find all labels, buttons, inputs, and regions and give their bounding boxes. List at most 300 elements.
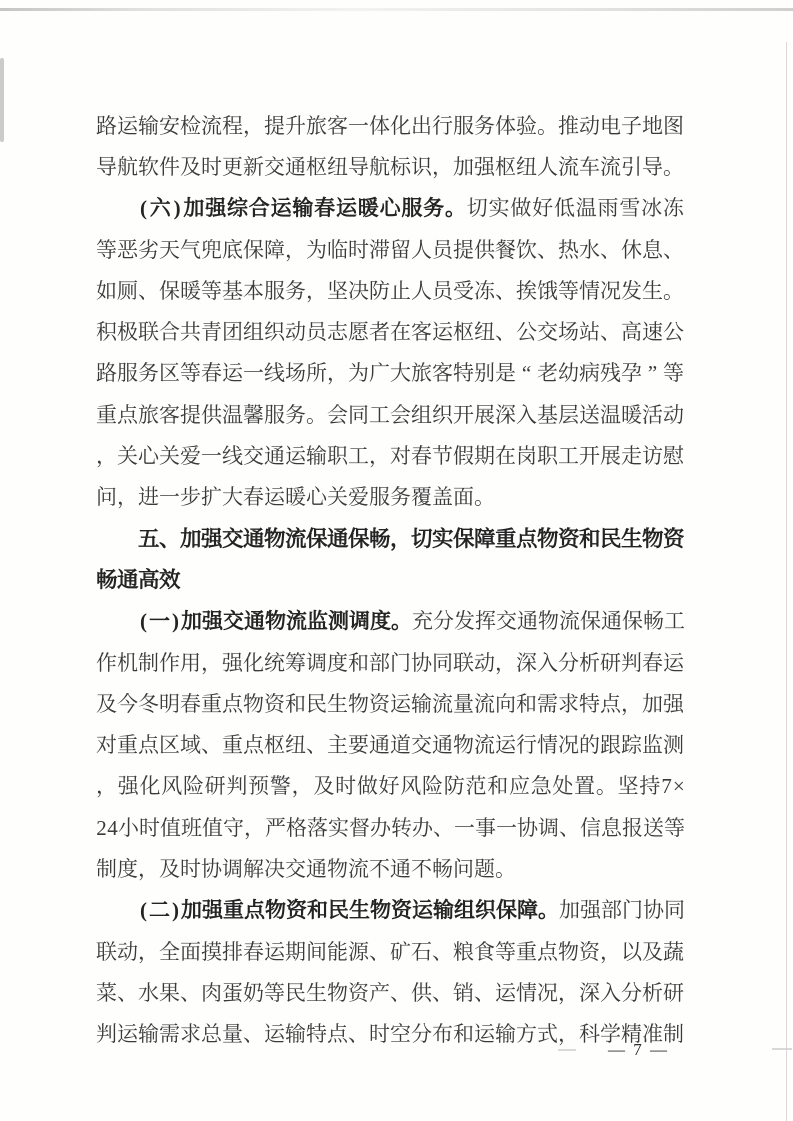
- glyph: 、: [432, 980, 453, 1005]
- glyph: 障: [474, 526, 496, 551]
- glyph: 强: [201, 526, 223, 551]
- glyph: 统: [264, 650, 285, 675]
- glyph: 地: [642, 113, 663, 138]
- glyph: 更: [222, 154, 243, 179]
- glyph: 通: [369, 733, 390, 758]
- glyph: 物: [243, 691, 264, 716]
- glyph: 深: [579, 980, 600, 1005]
- glyph: 运: [117, 113, 138, 138]
- glyph: 共: [180, 320, 201, 345]
- glyph: 强: [202, 898, 223, 923]
- glyph: 肉: [201, 980, 222, 1005]
- glyph: 运: [264, 939, 285, 964]
- glyph: 时: [335, 774, 357, 799]
- glyph: 运: [412, 898, 433, 923]
- glyph: 高: [621, 320, 642, 345]
- glyph: ，: [558, 980, 579, 1005]
- glyph: ，: [117, 485, 138, 510]
- glyph: 动: [285, 320, 306, 345]
- glyph: ，: [244, 815, 265, 840]
- glyph: 供: [411, 980, 432, 1005]
- glyph: 用: [180, 650, 201, 675]
- glyph: 重: [222, 733, 243, 758]
- glyph: 资: [264, 691, 285, 716]
- glyph: 排: [222, 939, 243, 964]
- glyph: ，: [201, 650, 222, 675]
- glyph: 航: [369, 154, 390, 179]
- glyph: 物: [370, 898, 391, 923]
- glyph: 摸: [201, 939, 222, 964]
- glyph: 流: [348, 856, 369, 881]
- glyph: 送: [579, 402, 600, 427]
- glyph: 实: [432, 526, 454, 551]
- glyph: 度: [370, 609, 391, 634]
- glyph: 兜: [201, 237, 222, 262]
- glyph: 通: [517, 609, 538, 634]
- glyph: 餐: [495, 237, 516, 262]
- glyph: 协: [411, 650, 432, 675]
- glyph: 温: [222, 402, 243, 427]
- glyph: 工: [369, 402, 390, 427]
- glyph: 展: [600, 444, 621, 469]
- scan-artifact-left-smudge: [0, 58, 4, 142]
- glyph: 点: [600, 691, 621, 716]
- glyph: ，: [432, 154, 453, 179]
- glyph: 民: [600, 526, 622, 551]
- glyph: 冰: [641, 196, 663, 221]
- glyph: 挥: [475, 609, 496, 634]
- glyph: 劣: [138, 237, 159, 262]
- glyph: 、: [600, 320, 621, 345]
- glyph: 加: [559, 898, 580, 923]
- glyph: 强: [205, 196, 227, 221]
- text-line: [96, 518, 684, 559]
- glyph: 一: [454, 815, 475, 840]
- glyph: 量: [453, 691, 474, 716]
- glyph: 心: [306, 485, 327, 510]
- glyph: 天: [159, 237, 180, 262]
- glyph: 织: [432, 402, 453, 427]
- text-line: [96, 1014, 684, 1055]
- glyph: 矿: [390, 939, 411, 964]
- glyph: 联: [96, 939, 117, 964]
- glyph: 六: [149, 196, 171, 221]
- glyph: 雨: [597, 196, 619, 221]
- text-line: [96, 270, 684, 311]
- glyph: 提: [453, 237, 474, 262]
- glyph: 活: [642, 402, 663, 427]
- glyph: 安: [159, 113, 180, 138]
- glyph: 置: [574, 774, 596, 799]
- glyph: 测: [663, 733, 684, 758]
- glyph: 务: [285, 278, 306, 303]
- glyph: ，: [285, 237, 306, 262]
- glyph: 馨: [243, 402, 264, 427]
- glyph: 枢: [306, 154, 327, 179]
- glyph: 生: [306, 980, 327, 1005]
- glyph: 食: [474, 939, 495, 964]
- glyph: 饮: [516, 237, 537, 262]
- glyph: ×: [672, 774, 685, 799]
- glyph: 受: [453, 278, 474, 303]
- glyph: 不: [411, 856, 432, 881]
- glyph: 残: [600, 361, 621, 386]
- glyph: 道: [390, 733, 411, 758]
- glyph: 运: [495, 980, 516, 1005]
- glyph: 本: [243, 278, 264, 303]
- text-line: [96, 642, 684, 683]
- glyph: 情: [537, 733, 558, 758]
- glyph: 通: [432, 733, 453, 758]
- glyph: 畅: [432, 856, 453, 881]
- glyph: 节: [432, 444, 453, 469]
- glyph: 路: [96, 113, 117, 138]
- glyph: 总: [201, 1022, 222, 1047]
- glyph: 织: [264, 320, 285, 345]
- glyph: 织: [475, 898, 496, 923]
- glyph: ，: [138, 939, 159, 964]
- glyph: 开: [579, 444, 600, 469]
- glyph: 员: [306, 320, 327, 345]
- glyph: 督: [349, 815, 370, 840]
- glyph: 加: [183, 196, 205, 221]
- glyph: 通: [390, 856, 411, 881]
- glyph: 求: [180, 1022, 201, 1047]
- glyph: 况: [558, 733, 579, 758]
- glyph: 春: [243, 485, 264, 510]
- glyph: 、: [159, 526, 181, 551]
- glyph: 流: [286, 609, 307, 634]
- glyph: 会: [390, 402, 411, 427]
- glyph: 交: [411, 733, 432, 758]
- glyph: 持: [639, 774, 661, 799]
- glyph: 务: [285, 402, 306, 427]
- glyph: 同: [432, 650, 453, 675]
- glyph: 、: [390, 980, 411, 1005]
- glyph: 交: [264, 154, 285, 179]
- glyph: 门: [622, 898, 643, 923]
- glyph: (: [140, 609, 147, 634]
- glyph: 纽: [327, 154, 348, 179]
- glyph: 一: [348, 113, 369, 138]
- glyph: 析: [579, 650, 600, 675]
- glyph: 。: [306, 402, 327, 427]
- glyph: 做: [356, 774, 378, 799]
- glyph: 动: [474, 650, 495, 675]
- glyph: 点: [117, 402, 138, 427]
- glyph: 资: [369, 691, 390, 716]
- glyph: 物: [558, 939, 579, 964]
- glyph: 题: [474, 856, 495, 881]
- glyph: (: [140, 898, 147, 923]
- glyph: 心: [138, 444, 159, 469]
- glyph: 动: [579, 113, 600, 138]
- glyph: 布: [432, 1022, 453, 1047]
- glyph: 空: [390, 1022, 411, 1047]
- glyph: 动: [117, 939, 138, 964]
- glyph: 暖: [285, 485, 306, 510]
- glyph: 点: [244, 898, 265, 923]
- glyph: 点: [138, 733, 159, 758]
- glyph: 职: [537, 444, 558, 469]
- glyph: 、: [243, 1022, 264, 1047]
- glyph: 输: [411, 691, 432, 716]
- glyph: 判: [621, 650, 642, 675]
- glyph: 式: [537, 1022, 558, 1047]
- glyph: 班: [181, 815, 202, 840]
- glyph: 服: [264, 402, 285, 427]
- glyph: 畅: [643, 609, 664, 634]
- glyph: 团: [222, 320, 243, 345]
- glyph: 值: [202, 815, 223, 840]
- glyph: 全: [159, 939, 180, 964]
- glyph: 通: [243, 526, 265, 551]
- glyph: 暖: [357, 196, 379, 221]
- glyph: 息: [601, 815, 622, 840]
- glyph: 实: [488, 196, 510, 221]
- glyph: 春: [180, 691, 201, 716]
- glyph: 发: [454, 609, 475, 634]
- glyph: 交: [496, 609, 517, 634]
- glyph: 守: [223, 815, 244, 840]
- glyph: 畅: [369, 526, 391, 551]
- glyph: 运: [390, 691, 411, 716]
- glyph: 做: [510, 196, 532, 221]
- text-line: [96, 848, 684, 889]
- glyph: 服: [117, 361, 138, 386]
- glyph: 运: [474, 1022, 495, 1047]
- glyph: 综: [226, 196, 248, 221]
- glyph: 等: [664, 815, 685, 840]
- glyph: 、: [495, 320, 516, 345]
- glyph: 程: [222, 113, 243, 138]
- glyph: 务: [423, 196, 445, 221]
- glyph: 强: [117, 774, 139, 799]
- glyph: 转: [391, 815, 412, 840]
- text-line: [96, 766, 684, 807]
- glyph: 工: [664, 609, 685, 634]
- glyph: 产: [369, 980, 390, 1005]
- glyph: 析: [642, 980, 663, 1005]
- glyph: 积: [96, 320, 117, 345]
- text-line: [96, 559, 684, 600]
- glyph: 输: [306, 444, 327, 469]
- glyph: 畅: [96, 567, 118, 592]
- glyph: 物: [348, 691, 369, 716]
- glyph: 子: [621, 113, 642, 138]
- glyph: 资: [579, 939, 600, 964]
- glyph: 枢: [264, 733, 285, 758]
- glyph: 入: [537, 650, 558, 675]
- text-line: [96, 890, 684, 931]
- glyph: 预: [248, 774, 270, 799]
- glyph: 体: [495, 113, 516, 138]
- glyph: 春: [201, 361, 222, 386]
- glyph: 客: [432, 361, 453, 386]
- glyph: 筹: [285, 650, 306, 675]
- glyph: 务: [138, 361, 159, 386]
- glyph: 分: [411, 1022, 432, 1047]
- glyph: 一: [149, 609, 170, 634]
- glyph: 同: [348, 402, 369, 427]
- glyph: 资: [348, 980, 369, 1005]
- glyph: 厕: [117, 278, 138, 303]
- glyph: ，: [600, 939, 621, 964]
- glyph: 病: [579, 361, 600, 386]
- text-line: [96, 972, 684, 1013]
- glyph: ，: [369, 444, 390, 469]
- glyph: 重: [201, 691, 222, 716]
- glyph: 时: [180, 856, 201, 881]
- glyph: 在: [390, 320, 411, 345]
- glyph: 、: [600, 237, 621, 262]
- glyph: 导: [348, 154, 369, 179]
- glyph: 情: [579, 278, 600, 303]
- glyph: 决: [264, 856, 285, 881]
- glyph: 重: [96, 402, 117, 427]
- glyph: 运: [285, 444, 306, 469]
- glyph: 办: [412, 815, 433, 840]
- glyph: 测: [328, 609, 349, 634]
- glyph: 通: [306, 856, 327, 881]
- glyph: 机: [117, 650, 138, 675]
- glyph: 水: [579, 237, 600, 262]
- glyph: 爱: [348, 485, 369, 510]
- text-line: [96, 188, 684, 229]
- glyph: 图: [663, 113, 684, 138]
- glyph: 站: [579, 320, 600, 345]
- glyph: 休: [621, 237, 642, 262]
- glyph: 覆: [411, 485, 432, 510]
- glyph: 新: [243, 154, 264, 179]
- glyph: 调: [538, 815, 559, 840]
- glyph: 、: [537, 237, 558, 262]
- glyph: 雪: [619, 196, 641, 221]
- glyph: 流: [201, 113, 222, 138]
- glyph: 路: [96, 361, 117, 386]
- glyph: 保: [159, 278, 180, 303]
- glyph: 小: [118, 815, 139, 840]
- glyph: 场: [285, 361, 306, 386]
- glyph: 今: [117, 691, 138, 716]
- glyph: ，: [243, 113, 264, 138]
- glyph: 春: [243, 939, 264, 964]
- glyph: 运: [117, 1022, 138, 1047]
- glyph: 民: [285, 980, 306, 1005]
- glyph: 、: [433, 815, 454, 840]
- glyph: 点: [537, 939, 558, 964]
- glyph: 体: [369, 113, 390, 138]
- glyph: 线: [222, 444, 243, 469]
- glyph: 关: [327, 485, 348, 510]
- glyph: 坚: [327, 278, 348, 303]
- page-number: — 7 —: [608, 1040, 669, 1059]
- glyph: 急: [530, 774, 552, 799]
- glyph: 警: [269, 774, 291, 799]
- glyph: 。: [474, 485, 495, 510]
- glyph: 等: [180, 361, 201, 386]
- glyph: 五: [138, 526, 160, 551]
- glyph: 客: [159, 402, 180, 427]
- glyph: 保: [348, 526, 370, 551]
- glyph: 合: [248, 196, 270, 221]
- glyph: 4: [107, 815, 118, 840]
- glyph: 间: [306, 939, 327, 964]
- glyph: ): [172, 609, 179, 634]
- glyph: 作: [159, 650, 180, 675]
- glyph: 蛋: [222, 980, 243, 1005]
- glyph: 运: [495, 733, 516, 758]
- glyph: 公: [663, 320, 684, 345]
- glyph: 动: [663, 402, 684, 427]
- glyph: 好: [378, 774, 400, 799]
- glyph: 报: [622, 815, 643, 840]
- glyph: 员: [432, 278, 453, 303]
- glyph: 保: [306, 526, 328, 551]
- glyph: 保: [622, 609, 643, 634]
- glyph: 开: [453, 402, 474, 427]
- glyph: 提: [180, 402, 201, 427]
- glyph: 物: [642, 526, 664, 551]
- glyph: 纽: [516, 154, 537, 179]
- glyph: 域: [180, 733, 201, 758]
- glyph: 应: [508, 774, 530, 799]
- glyph: 、: [348, 1022, 369, 1047]
- glyph: 面: [180, 939, 201, 964]
- glyph: 制: [663, 1022, 684, 1047]
- glyph: 障: [264, 237, 285, 262]
- glyph: 爱: [180, 444, 201, 469]
- glyph: 线: [264, 361, 285, 386]
- glyph: 生: [642, 278, 663, 303]
- glyph: 区: [159, 733, 180, 758]
- glyph: 温: [600, 402, 621, 427]
- glyph: ，: [327, 361, 348, 386]
- glyph: 果: [159, 980, 180, 1005]
- glyph: 解: [243, 856, 264, 881]
- glyph: 热: [558, 237, 579, 262]
- glyph: 要: [348, 733, 369, 758]
- glyph: 和: [307, 898, 328, 923]
- glyph: 检: [180, 113, 201, 138]
- glyph: 流: [432, 691, 453, 716]
- glyph: ，: [138, 856, 159, 881]
- glyph: 保: [243, 237, 264, 262]
- glyph: 方: [516, 1022, 537, 1047]
- glyph: 制: [138, 650, 159, 675]
- glyph: 息: [642, 237, 663, 262]
- glyph: 温: [575, 196, 597, 221]
- glyph: 需: [537, 691, 558, 716]
- glyph: 蔬: [663, 939, 684, 964]
- glyph: ，: [495, 650, 516, 675]
- glyph: 场: [558, 320, 579, 345]
- glyph: 二: [149, 898, 170, 923]
- glyph: 风: [161, 774, 183, 799]
- glyph: 速: [642, 320, 663, 345]
- glyph: 岗: [516, 444, 537, 469]
- glyph: 青: [201, 320, 222, 345]
- text-line: [96, 807, 684, 848]
- glyph: 服: [369, 485, 390, 510]
- glyph: 服: [264, 278, 285, 303]
- glyph: 、: [432, 939, 453, 964]
- glyph: 导: [642, 154, 663, 179]
- glyph: 和: [487, 774, 509, 799]
- glyph: 低: [553, 196, 575, 221]
- glyph: 、: [474, 980, 495, 1005]
- glyph: 纽: [474, 320, 495, 345]
